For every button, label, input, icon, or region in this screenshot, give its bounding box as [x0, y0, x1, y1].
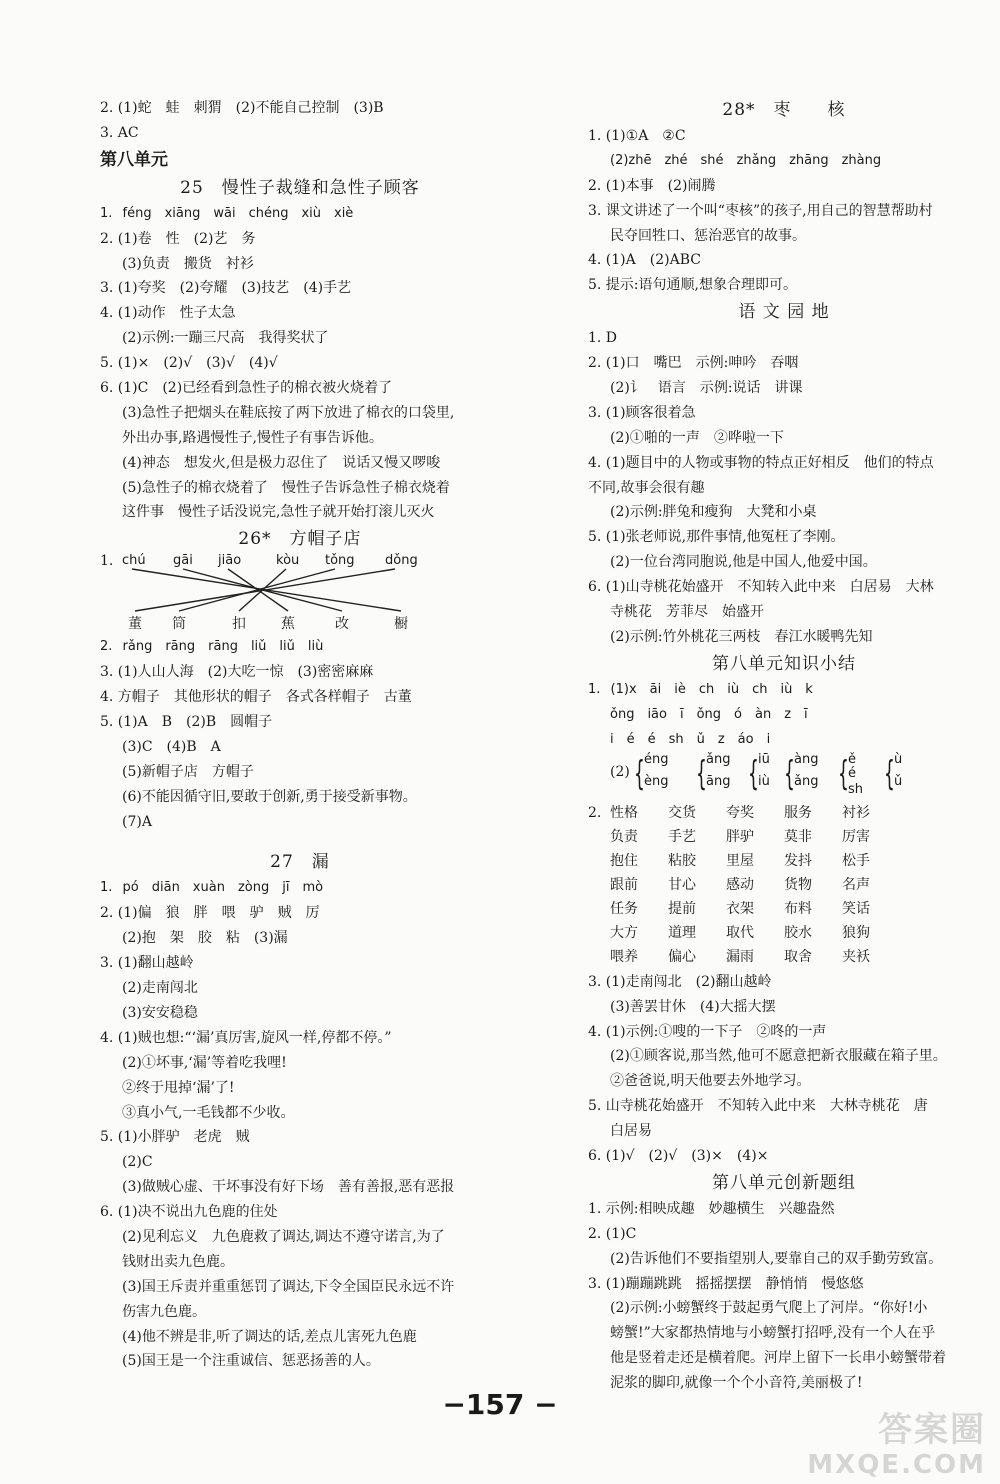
answer-line: 3. (1)人山人海 (2)大吃一惊 (3)密密麻麻	[100, 664, 374, 681]
word-cell: 名声	[842, 877, 870, 894]
word-cell: 漏雨	[726, 948, 754, 965]
character-item: 改	[335, 616, 349, 633]
answer-line: (3)做贼心虚、干坏事没有好下场 善有善报,恶有恶报	[122, 1179, 455, 1196]
answer-line: 4. 方帽子 其他形状的帽子 各式各样帽子 古董	[100, 689, 412, 706]
pinyin-item: kòu	[276, 553, 300, 569]
word-cell: 服务	[784, 805, 812, 822]
watermark	[796, 1402, 986, 1480]
answer-line: 5. (1)张老师说,那件事情,他冤枉了李刚。	[588, 529, 845, 546]
brace-icon: {	[634, 754, 645, 795]
brace-upper: àng	[794, 752, 819, 768]
word-cell: 厉害	[842, 829, 870, 846]
answer-line: 4. (1)题目中的人物或事物的特点正好相反 他们的特点	[588, 454, 934, 471]
spacer	[100, 834, 500, 848]
brace-lower: iù	[758, 774, 770, 790]
answer-line: 1. (1)①A ②C	[588, 128, 686, 144]
question-number: 2.	[588, 805, 602, 822]
word-grid-row	[588, 874, 980, 898]
answer-line: i é é sh ǔ z áo i	[610, 731, 771, 747]
word-grid-row	[588, 898, 980, 922]
word-cell: 道理	[668, 924, 696, 941]
section-title: 28* 枣 核	[722, 100, 846, 120]
word-cell: 手艺	[668, 829, 696, 846]
answer-line: 2. (1)C	[588, 1225, 637, 1242]
word-cell: 发抖	[784, 853, 812, 870]
word-cell: 性格	[610, 805, 638, 822]
answer-line: 他是竖着走还是横着爬。河岸上留下一长串小螃蟹带着	[610, 1350, 946, 1367]
answer-line: (6)不能因循守旧,要敢于创新,勇于接受新事物。	[122, 788, 417, 805]
answer-line: ǒng iāo ī ǒng ó àn z ī	[610, 706, 808, 722]
section-title: 第八单元知识小结	[712, 653, 856, 674]
pinyin-brace-groups	[588, 752, 980, 802]
answer-line: (2)讠 语言 示例:说话 讲课	[610, 380, 803, 397]
sub-question-label: (2)	[610, 764, 630, 781]
answer-line: (3)负责 搬货 衬衫	[122, 255, 254, 272]
word-cell: 喂养	[610, 948, 638, 965]
answer-line: 5. (1)× (2)√ (3)√ (4)√	[100, 355, 278, 372]
answer-line: 泥浆的脚印,就像一个个小音符,美丽极了!	[610, 1375, 863, 1392]
word-cell: 感动	[726, 877, 754, 894]
answer-line: (3)急性子把烟头在鞋底按了两下放进了棉衣的口袋里,	[122, 404, 455, 421]
word-cell: 大方	[610, 924, 638, 941]
pinyin-item: dǒng	[385, 553, 418, 569]
answer-line: 5. 提示:语句通顺,想象合理即可。	[588, 277, 797, 294]
brace-lower: sh	[848, 782, 864, 798]
brace-lower: ǔ	[894, 774, 903, 790]
brace-upper: ě	[848, 752, 856, 768]
word-cell: 交货	[668, 805, 696, 822]
answer-line: (3)C (4)B A	[122, 738, 221, 755]
word-cell: 提前	[668, 901, 696, 918]
answer-line: 4. (1)示例:①嗖的一下子 ②咚的一声	[588, 1023, 827, 1040]
answer-line: (4)神态 想发火,但是极力忍住了 说话又慢又啰唆	[122, 454, 441, 471]
answer-line: 3. 课文讲述了一个叫“枣核”的孩子,用自己的智慧帮助村	[588, 202, 933, 219]
answer-line: 3. (1)顾客很着急	[588, 404, 696, 421]
answer-line: (2)见利忘义 九色鹿救了调达,调达不遵守诺言,为了	[122, 1228, 445, 1245]
brace-icon: {	[748, 754, 759, 795]
answer-line: (2)①坏事,‘漏’等着吃我哩!	[122, 1054, 287, 1071]
word-cell: 甘心	[668, 877, 696, 894]
word-cell: 货物	[784, 877, 812, 894]
word-cell: 负责	[610, 829, 638, 846]
section-title: 语 文 园 地	[738, 302, 830, 323]
answer-line: 外出办事,路遇慢性子,慢性子有事告诉他。	[122, 429, 383, 446]
answer-line: 伤害九色鹿。	[122, 1303, 206, 1320]
answer-line: 不同,故事会很有趣	[588, 479, 705, 496]
brace-upper: iū	[758, 752, 770, 768]
answer-line: (2)示例:胖兔和瘦狗 大凳和小桌	[610, 504, 817, 521]
answer-line: 寺桃花 芳菲尽 始盛开	[610, 604, 764, 621]
brace-lower: èng	[644, 774, 669, 790]
answer-line: 1. féng xiāng wāi chéng xiù xiè	[100, 205, 354, 221]
answer-line: 5. 山寺桃花始盛开 不知转入此中来 大林寺桃花 唐	[588, 1098, 928, 1115]
word-cell: 胶水	[784, 924, 812, 941]
pinyin-matching-exercise	[100, 553, 500, 635]
word-grid-row	[588, 850, 980, 874]
answer-line: 2. (1)偏 狼 胖 喂 驴 贼 厉	[100, 905, 320, 922]
answer-line: 4. (1)动作 性子太急	[100, 305, 236, 322]
question-number: 1.	[100, 553, 114, 570]
word-cell: 取代	[726, 924, 754, 941]
answer-line: (2)告诉他们不要指望别人,要靠自己的双手勤劳致富。	[610, 1250, 943, 1267]
word-cell: 莫非	[784, 829, 812, 846]
answer-line: 5. (1)小胖驴 老虎 贼	[100, 1129, 250, 1146]
character-item: 扣	[232, 616, 246, 633]
answer-line: ②终于甩掉‘漏’了!	[122, 1079, 235, 1096]
answer-line: 2. (1)本事 (2)闹腾	[588, 177, 716, 194]
answer-line: 3. AC	[100, 124, 139, 141]
page-number: −157 −	[442, 1388, 558, 1421]
word-cell: 松手	[842, 853, 870, 870]
answer-line: 3. (1)翻山越岭	[100, 955, 194, 972]
answer-line: (7)A	[122, 813, 152, 830]
brace-icon: {	[838, 754, 849, 795]
answer-line: 3. (1)蹦蹦跳跳 摇摇摆摆 静悄悄 慢悠悠	[588, 1275, 864, 1292]
brace-icon: {	[884, 754, 895, 795]
unit-heading: 第八单元	[100, 149, 168, 170]
answer-line: 4. (1)A (2)ABC	[588, 252, 701, 269]
section-title: 25 慢性子裁缝和急性子顾客	[180, 177, 420, 198]
left-column	[100, 96, 500, 1374]
word-cell: 夸奖	[726, 805, 754, 822]
answer-line: (5)新帽子店 方帽子	[122, 763, 254, 780]
word-cell: 粘胶	[668, 853, 696, 870]
answer-line: (2)①啪的一声 ②哗啦一下	[610, 429, 784, 446]
answer-line: 1. D	[588, 330, 618, 347]
answer-line: 钱财出卖九色鹿。	[122, 1253, 234, 1270]
answer-line: 6. (1)√ (2)√ (3)× (4)×	[588, 1147, 769, 1164]
answer-line: (2)示例:小螃蟹终于鼓起勇气爬上了河岸。“你好!小	[610, 1300, 928, 1317]
brace-upper: ù	[894, 752, 903, 768]
brace-icon: {	[696, 754, 707, 795]
answer-line: (2)走南闯北	[122, 980, 198, 997]
answer-line: 6. (1)山寺桃花始盛开 不知转入此中来 白居易 大林	[588, 579, 934, 596]
right-column	[588, 96, 980, 1396]
answer-line: (3)国王斥责并重重惩罚了调达,下令全国臣民永远不许	[122, 1278, 455, 1295]
word-cell: 衬衫	[842, 805, 870, 822]
answer-line: (3)善罢甘休 (4)大摇大摆	[610, 998, 776, 1015]
pinyin-item: jiāo	[218, 553, 242, 569]
brace-middle: é	[848, 766, 856, 782]
answer-line: (2)一位台湾同胞说,他是中国人,他爱中国。	[610, 554, 877, 571]
answer-line: 2. (1)卷 性 (2)艺 务	[100, 230, 256, 247]
character-item: 董	[128, 616, 142, 633]
answer-line: 6. (1)C (2)已经看到急性子的棉衣被火烧着了	[100, 380, 393, 397]
answer-line: (5)国王是一个注重诚信、惩恶扬善的人。	[122, 1353, 380, 1370]
word-grid-row	[588, 922, 980, 946]
pinyin-item: gāi	[173, 553, 193, 569]
pinyin-item: tǒng	[325, 553, 355, 569]
answer-line: (4)他不辨是非,听了调达的话,差点儿害死九色鹿	[122, 1328, 417, 1345]
matching-lines	[100, 567, 420, 613]
answer-line: (2)示例:竹外桃花三两枝 春江水暖鸭先知	[610, 628, 873, 645]
answer-line: 2. (1)蛇 蛙 刺猬 (2)不能自己控制 (3)B	[100, 100, 384, 116]
section-title: 27 漏	[270, 852, 330, 873]
brace-upper: ǎng	[706, 752, 731, 768]
character-item: 橱	[394, 616, 408, 633]
brace-upper: éng	[644, 752, 669, 768]
word-cell: 布料	[784, 901, 812, 918]
answer-line: ②爸爸说,明天他要去外地学习。	[610, 1073, 811, 1090]
answer-line: 民夺回牲口、惩治恶官的故事。	[610, 227, 806, 244]
word-cell: 笑话	[842, 901, 870, 918]
answer-line: (2)①顾客说,那当然,他可不愿意把新衣服藏在箱子里。	[610, 1048, 947, 1065]
answer-line: 1. 示例:相映成趣 妙趣横生 兴趣盎然	[588, 1200, 835, 1217]
answer-line: 1. pó diān xuàn zòng jī mò	[100, 880, 324, 896]
answer-line: 4. (1)贼也想:“‘漏’真厉害,旋风一样,停都不停。”	[100, 1029, 392, 1046]
matching-line	[179, 569, 335, 611]
word-cell: 偏心	[668, 948, 696, 965]
answer-line: 螃蟹!”大家都热情地与小螃蟹打招呼,没有一个人在乎	[610, 1325, 936, 1342]
watermark-url: MXQE.COM	[807, 1450, 986, 1480]
answer-line: 3. (1)夸奖 (2)夸耀 (3)技艺 (4)手艺	[100, 280, 352, 297]
answer-line: 6. (1)决不说出九色鹿的住处	[100, 1204, 278, 1221]
answer-line: (2)示例:一蹦三尺高 我得奖状了	[122, 330, 329, 347]
answer-line: (5)急性子的棉衣烧着了 慢性子告诉急性子棉衣烧着	[122, 479, 450, 496]
word-cell: 夹袄	[842, 948, 870, 965]
section-title: 第八单元创新题组	[712, 1172, 856, 1193]
character-item: 蕉	[281, 616, 295, 633]
answer-line: 3. (1)走南闯北 (2)翻山越岭	[588, 973, 772, 990]
word-grid-row	[588, 826, 980, 850]
answer-line: (3)安安稳稳	[122, 1004, 198, 1021]
word-cell: 里屋	[726, 853, 754, 870]
word-cell: 任务	[610, 901, 638, 918]
answer-line: (2)C	[122, 1154, 153, 1171]
word-cell: 跟前	[610, 877, 638, 894]
word-grid-row	[588, 946, 980, 970]
answer-line: 2. rǎng rāng rāng liǔ liǔ liù	[100, 639, 324, 655]
word-grid-row	[588, 802, 980, 826]
answer-line: 2. (1)口 嘴巴 示例:呻吟 吞咽	[588, 355, 799, 372]
pinyin-item: chú	[122, 553, 146, 569]
brace-lower: ǎng	[794, 774, 819, 790]
word-cell: 狼狗	[842, 924, 870, 941]
watermark-logo-text: 答案圈	[878, 1410, 986, 1450]
answer-line: (2)抱 架 胶 粘 (3)漏	[122, 930, 288, 947]
answer-line: (2)zhē zhé shé zhǎng zhāng zhàng	[610, 152, 882, 168]
brace-lower: āng	[706, 774, 731, 790]
word-cell: 胖驴	[726, 829, 754, 846]
answer-line: 1. (1)x āi iè ch iù ch iù k	[588, 681, 813, 697]
word-cell: 取舍	[784, 948, 812, 965]
brace-icon: {	[784, 754, 795, 795]
word-cell: 衣架	[726, 901, 754, 918]
character-item: 筒	[172, 616, 186, 633]
answer-line: 白居易	[610, 1123, 652, 1140]
answer-line: 这件事 慢性子话没说完,急性子就开始打滚儿灭火	[122, 504, 435, 521]
answer-line: ③真小气,一毛钱都不少收。	[122, 1104, 295, 1121]
word-cell: 抱住	[610, 853, 638, 870]
answer-line: 5. (1)A B (2)B 圆帽子	[100, 714, 273, 731]
section-title: 26* 方帽子店	[238, 529, 362, 550]
